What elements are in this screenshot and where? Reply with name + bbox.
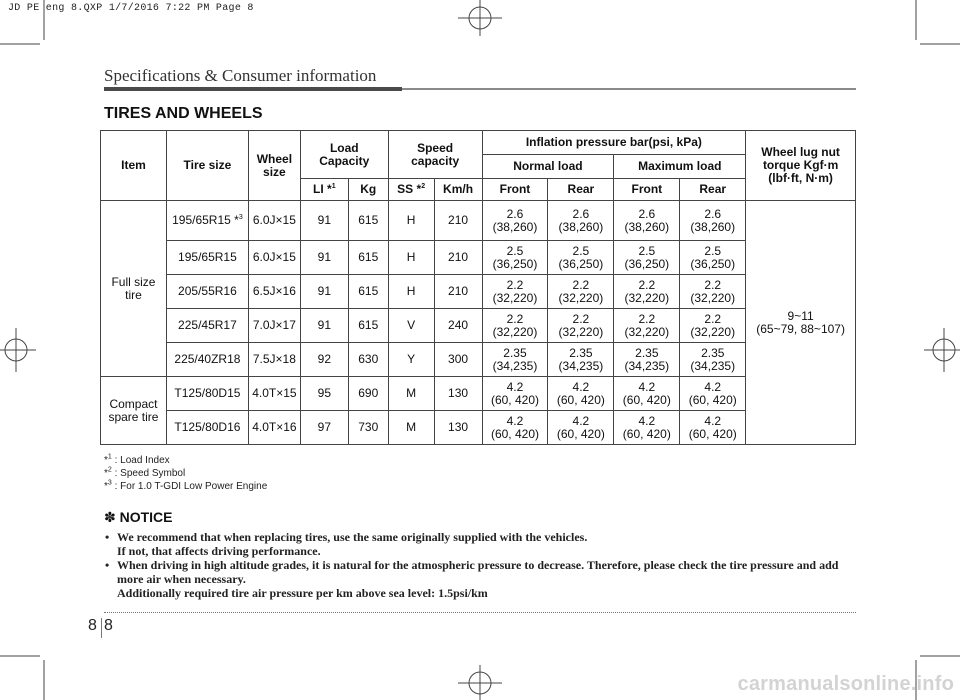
registration-mark-right	[924, 328, 960, 372]
cell-normal-rear: 2.2 (32,220)	[548, 309, 614, 343]
cell-tire-size: T125/80D15	[166, 377, 248, 411]
footnotes	[104, 454, 267, 493]
bullet-icon: •	[105, 530, 110, 544]
registration-mark-bottom	[458, 665, 502, 700]
cell-normal-front: 2.35 (34,235)	[482, 343, 548, 377]
cell-kmh: 130	[434, 411, 482, 445]
cell-max-rear: 2.2 (32,220)	[680, 275, 746, 309]
cell-kmh: 210	[434, 201, 482, 241]
header-ss: SS *$^2$	[388, 179, 434, 201]
cell-normal-rear: 2.5 (36,250)	[548, 241, 614, 275]
footnote: *$^1$ : Load Index	[104, 453, 170, 466]
cell-li: 92	[300, 343, 348, 377]
cell-wheel: 6.0J×15	[248, 241, 300, 275]
header-speed-capacity: Speed capacity	[388, 131, 482, 179]
bullet-icon: •	[105, 558, 110, 572]
cell-kg: 690	[348, 377, 388, 411]
cell-li: 97	[300, 411, 348, 445]
header-rule-light	[402, 88, 856, 90]
cell-kmh: 300	[434, 343, 482, 377]
cell-li: 91	[300, 241, 348, 275]
cell-max-front: 2.2 (32,220)	[614, 309, 680, 343]
cell-max-front: 4.2 (60, 420)	[614, 377, 680, 411]
cell-ss: M	[388, 411, 434, 445]
table-row	[101, 309, 856, 343]
cell-normal-front: 2.5 (36,250)	[482, 241, 548, 275]
cell-tire-size: 195/65R15	[166, 241, 248, 275]
cell-normal-front: 2.6 (38,260)	[482, 201, 548, 241]
table-row	[101, 201, 856, 241]
cell-kg: 615	[348, 201, 388, 241]
header-tire-size: Tire size	[166, 131, 248, 201]
cell-tire-size: 225/40ZR18	[166, 343, 248, 377]
cell-max-rear: 2.35 (34,235)	[680, 343, 746, 377]
cell-li: 91	[300, 309, 348, 343]
cell-kmh: 210	[434, 241, 482, 275]
header-item: Item	[101, 131, 167, 201]
footnote: *$^3$ : For 1.0 T-GDI Low Power Engine	[104, 479, 268, 492]
cell-normal-front: 4.2 (60, 420)	[482, 377, 548, 411]
notice-item: • When driving in high altitude grades, it is natural for the atmospheric pressure to decrease. Therefore, please check the tire pressure and add more air when necessary. Additionally required tire air pressure per km above sea level: 1.5psi/km	[105, 558, 839, 600]
cell-normal-rear: 2.6 (38,260)	[548, 201, 614, 241]
cell-max-rear: 2.2 (32,220)	[680, 309, 746, 343]
footnote: *$^2$ : Speed Symbol	[104, 466, 186, 479]
table-row	[101, 377, 856, 411]
chapter-header: Specifications & Consumer information	[104, 66, 377, 85]
tires-wheels-table	[100, 130, 856, 445]
table-row	[101, 241, 856, 275]
cell-li: 95	[300, 377, 348, 411]
header-normal-load: Normal load	[482, 155, 614, 179]
header-maximum-load: Maximum load	[614, 155, 746, 179]
cell-torque: 9~11 (65~79, 88~107)	[746, 201, 856, 445]
header-normal-rear: Rear	[548, 179, 614, 201]
header-kmh: Km/h	[434, 179, 482, 201]
cell-max-front: 2.35 (34,235)	[614, 343, 680, 377]
page-title: TIRES AND WHEELS	[104, 105, 263, 122]
registration-mark-top	[458, 0, 502, 36]
table-row	[101, 411, 856, 445]
header-inflation-pressure: Inflation pressure bar(psi, kPa)	[482, 131, 746, 155]
header-wheel-lug-nut-torque: Wheel lug nut torque Kgf·m (lbf·ft, N·m)	[746, 131, 856, 201]
print-slug-line: JD PE eng 8.QXP 1/7/2016 7:22 PM Page 8	[8, 3, 254, 14]
cell-max-rear: 4.2 (60, 420)	[680, 411, 746, 445]
page-number: 8	[104, 617, 113, 634]
cell-tire-size: 195/65R15 *$^3$	[166, 201, 248, 241]
cell-normal-rear: 2.2 (32,220)	[548, 275, 614, 309]
notice-item: • We recommend that when replacing tires, use the same originally supplied with the vehicles. If not, that affects driving performance.	[105, 530, 588, 558]
cell-max-rear: 2.6 (38,260)	[680, 201, 746, 241]
header-max-front: Front	[614, 179, 680, 201]
cell-normal-rear: 4.2 (60, 420)	[548, 411, 614, 445]
header-li: LI *$^1$	[300, 179, 348, 201]
cell-wheel: 4.0T×16	[248, 411, 300, 445]
header-normal-front: Front	[482, 179, 548, 201]
cell-wheel: 4.0T×15	[248, 377, 300, 411]
cell-ss: H	[388, 241, 434, 275]
table-row	[101, 343, 856, 377]
cell-ss: M	[388, 377, 434, 411]
cell-max-front: 4.2 (60, 420)	[614, 411, 680, 445]
cell-ss: H	[388, 275, 434, 309]
header-kg: Kg	[348, 179, 388, 201]
registration-mark-left	[0, 328, 36, 372]
cell-kg: 615	[348, 309, 388, 343]
cell-max-front: 2.2 (32,220)	[614, 275, 680, 309]
cell-kg: 630	[348, 343, 388, 377]
cell-kmh: 240	[434, 309, 482, 343]
cell-wheel: 7.0J×17	[248, 309, 300, 343]
cell-ss: H	[388, 201, 434, 241]
chapter-number: 8	[88, 617, 97, 634]
cell-wheel: 6.0J×15	[248, 201, 300, 241]
cell-kg: 615	[348, 241, 388, 275]
cell-max-front: 2.5 (36,250)	[614, 241, 680, 275]
cell-tire-size: 225/45R17	[166, 309, 248, 343]
cell-li: 91	[300, 275, 348, 309]
cell-ss: V	[388, 309, 434, 343]
header-load-capacity: Load Capacity	[300, 131, 388, 179]
cell-wheel: 6.5J×16	[248, 275, 300, 309]
table-row	[101, 275, 856, 309]
header-max-rear: Rear	[680, 179, 746, 201]
cell-normal-front: 2.2 (32,220)	[482, 309, 548, 343]
header-wheel-size: Wheel size	[248, 131, 300, 201]
cell-kmh: 210	[434, 275, 482, 309]
cell-normal-rear: 4.2 (60, 420)	[548, 377, 614, 411]
cell-tire-size: T125/80D16	[166, 411, 248, 445]
group-label-compact-spare: Compact spare tire	[101, 377, 167, 445]
cell-max-front: 2.6 (38,260)	[614, 201, 680, 241]
cell-normal-front: 4.2 (60, 420)	[482, 411, 548, 445]
notice-list	[104, 530, 856, 600]
notice-heading: ✽ NOTICE	[104, 509, 173, 525]
cell-wheel: 7.5J×18	[248, 343, 300, 377]
page-number-divider	[101, 618, 102, 638]
cell-ss: Y	[388, 343, 434, 377]
group-label-full-size: Full size tire	[101, 201, 167, 377]
cell-tire-size: 205/55R16	[166, 275, 248, 309]
cell-normal-rear: 2.35 (34,235)	[548, 343, 614, 377]
cell-kg: 730	[348, 411, 388, 445]
watermark: carmanualsonline.info	[737, 673, 954, 695]
cell-max-rear: 4.2 (60, 420)	[680, 377, 746, 411]
cell-li: 91	[300, 201, 348, 241]
cell-max-rear: 2.5 (36,250)	[680, 241, 746, 275]
cell-normal-front: 2.2 (32,220)	[482, 275, 548, 309]
cell-kg: 615	[348, 275, 388, 309]
header-rule-dark	[104, 87, 402, 91]
cell-kmh: 130	[434, 377, 482, 411]
footer-dotted-rule	[104, 612, 856, 613]
